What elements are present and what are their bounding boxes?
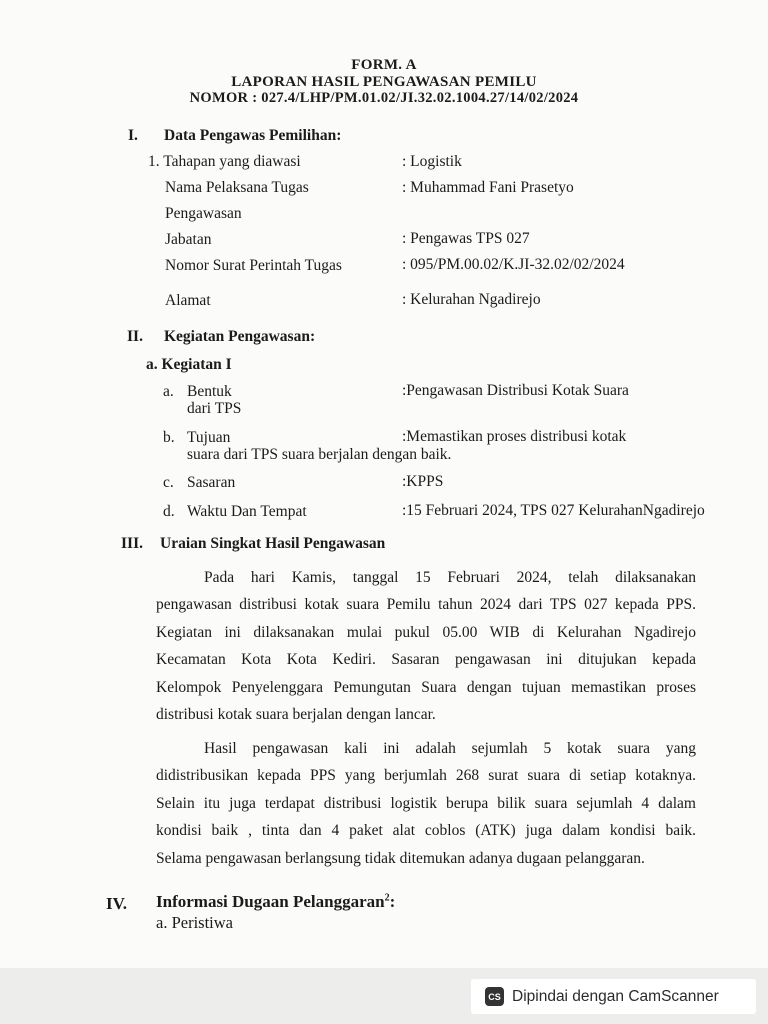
field-value-jabatan: : Pengawas TPS 027 bbox=[402, 230, 530, 247]
field-value-alamat: : Kelurahan Ngadirejo bbox=[402, 291, 541, 308]
item-d-label: Waktu Dan Tempat bbox=[187, 503, 307, 520]
paragraph-1-line: Pada hari Kamis, tanggal 15 Februari 2024, telah dilaksanakan bbox=[204, 569, 696, 586]
field-value-nama: : Muhammad Fani Prasetyo bbox=[402, 179, 574, 196]
section-1-title: Data Pengawas Pemilihan: bbox=[164, 127, 342, 144]
watermark-text: Dipindai dengan CamScanner bbox=[512, 987, 719, 1005]
paragraph-1-line: distribusi kotak suara berjalan dengan lancar. bbox=[156, 706, 436, 724]
field-value-tahapan: : Logistik bbox=[402, 153, 462, 170]
field-label-nomor-surat: Nomor Surat Perintah Tugas bbox=[165, 257, 342, 274]
section-2-numeral: II. bbox=[127, 328, 143, 345]
footnote-marker: 2 bbox=[384, 892, 390, 904]
section-4-heading bbox=[156, 892, 395, 912]
section-4-colon: : bbox=[389, 892, 396, 911]
field-value-nomor-surat: : 095/PM.00.02/K.JI-32.02/02/2024 bbox=[402, 256, 625, 273]
field-label-pengawasan: Pengawasan bbox=[165, 205, 242, 222]
section-1-numeral: I. bbox=[128, 127, 138, 144]
item-a-letter: a. bbox=[163, 383, 174, 400]
kegiatan-subheading: a. Kegiatan I bbox=[146, 356, 232, 373]
paragraph-1 bbox=[156, 564, 696, 728]
report-title: LAPORAN HASIL PENGAWASAN PEMILU bbox=[231, 74, 537, 90]
item-b-value: :Memastikan proses distribusi kotak bbox=[402, 428, 627, 445]
paragraph-2-line: didistribusikan kepada PPS yang berjumlah 268 surat suara di setiap kotaknya. bbox=[156, 767, 696, 785]
report-number: NOMOR : 027.4/LHP/PM.01.02/JI.32.02.1004.27/14/02/2024 bbox=[189, 90, 579, 106]
field-label-nama: Nama Pelaksana Tugas bbox=[165, 179, 309, 196]
item-a-value: :Pengawasan Distribusi Kotak Suara bbox=[402, 382, 629, 399]
paragraph-1-line: pengawasan distribusi kotak suara Pemilu tahun 2024 dari TPS 027 kepada PPS. bbox=[156, 596, 696, 614]
item-b-letter: b. bbox=[163, 429, 175, 446]
paragraph-1-line: Kelompok Penyelenggara Pemungutan Suara dengan tujuan memastikan proses bbox=[156, 678, 696, 696]
section-4-title: Informasi Dugaan Pelanggaran bbox=[156, 892, 385, 911]
item-c-letter: c. bbox=[163, 474, 174, 491]
paragraph-2-line: Hasil pengawasan kali ini adalah sejumlah 5 kotak suara yang bbox=[204, 740, 696, 757]
paragraph-2 bbox=[156, 735, 696, 872]
paragraph-2-line: Selama pengawasan berlangsung tidak ditemukan adanya dugaan pelanggaran. bbox=[156, 849, 645, 867]
item-c-label: Sasaran bbox=[187, 474, 236, 491]
field-label-alamat: Alamat bbox=[165, 292, 211, 309]
camscanner-logo-icon: CS bbox=[485, 987, 504, 1006]
paragraph-2-line: kondisi baik , tinta dan 4 paket alat coblos (ATK) juga dalam kondisi baik. bbox=[156, 822, 696, 840]
paragraph-2-line: Selain itu juga terdapat distribusi logistik berupa bilik suara sejumlah 4 dalam bbox=[156, 794, 696, 812]
item-a-label: Bentuk bbox=[187, 383, 232, 400]
section-4-sub: a. Peristiwa bbox=[156, 913, 233, 932]
camscanner-watermark bbox=[471, 979, 756, 1014]
form-label: FORM. A bbox=[351, 57, 417, 73]
field-label-jabatan: Jabatan bbox=[165, 231, 212, 248]
item-c-value: :KPPS bbox=[402, 473, 444, 490]
item-a-label-cont: dari TPS bbox=[187, 400, 242, 417]
paragraph-1-line: Kegiatan ini dilaksanakan mulai pukul 05.00 WIB di Kelurahan Ngadirejo bbox=[156, 623, 696, 641]
paragraph-1-line: Kecamatan Kota Kota Kediri. Sasaran pengawasan ini ditujukan kepada bbox=[156, 651, 696, 669]
section-2-title: Kegiatan Pengawasan: bbox=[164, 328, 316, 345]
section-3-numeral: III. bbox=[121, 535, 143, 552]
item-d-value: :15 Februari 2024, TPS 027 KelurahanNgadirejo bbox=[402, 502, 705, 519]
item-d-letter: d. bbox=[163, 503, 175, 520]
item-b-value-cont: suara dari TPS suara berjalan dengan baik. bbox=[187, 446, 452, 463]
section-4-numeral: IV. bbox=[106, 894, 127, 913]
section-3-title: Uraian Singkat Hasil Pengawasan bbox=[160, 535, 386, 552]
item-b-label: Tujuan bbox=[187, 429, 231, 446]
field-label-tahapan: 1. Tahapan yang diawasi bbox=[148, 153, 301, 170]
